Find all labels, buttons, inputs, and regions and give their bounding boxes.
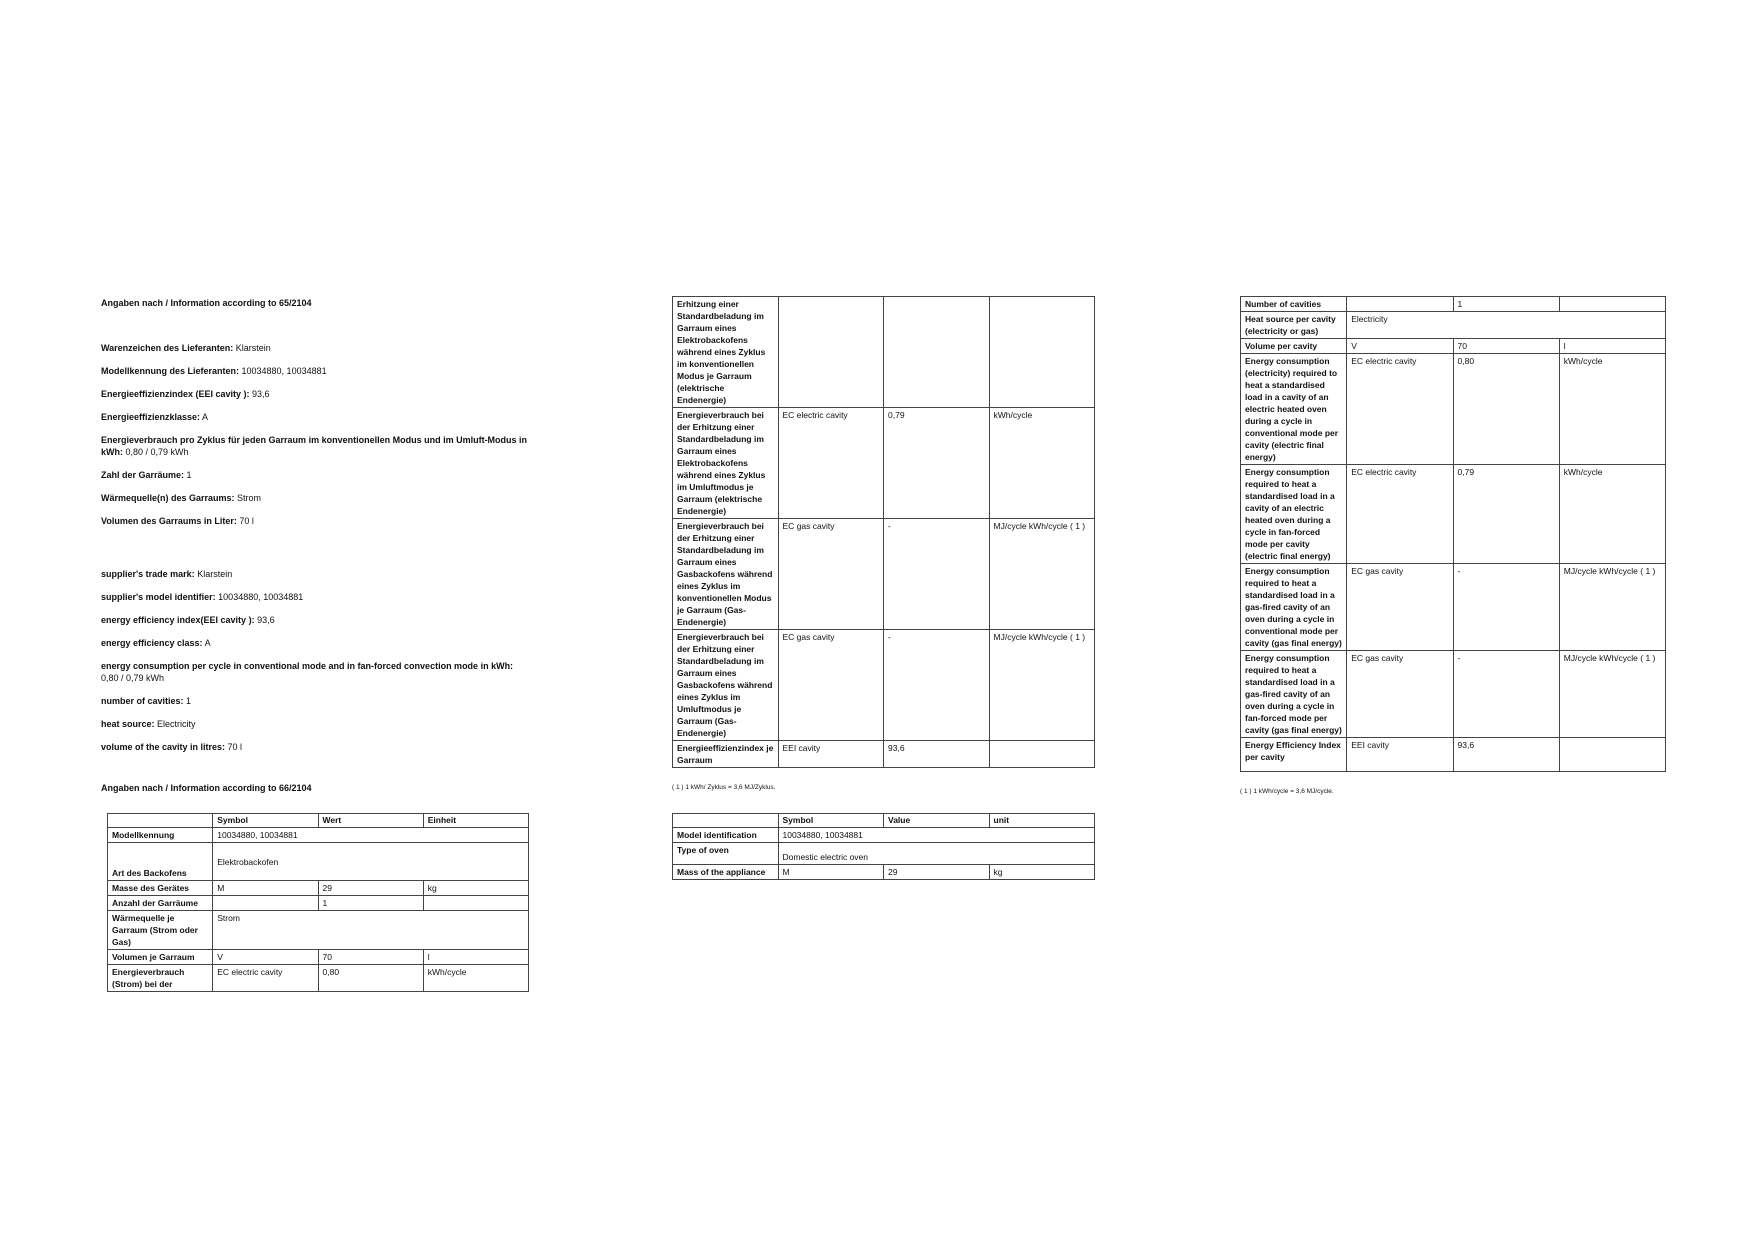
page-3 — [1240, 296, 1666, 817]
row-value: 10034880, 10034881 — [213, 828, 529, 843]
table-row — [108, 828, 529, 843]
row-symbol — [213, 896, 318, 911]
field-cavities-en: number of cavities: 1 — [101, 696, 192, 706]
row-unit — [423, 896, 528, 911]
row-value: 70 — [1453, 339, 1559, 354]
table-row — [673, 630, 1095, 741]
table-row — [673, 519, 1095, 630]
row-unit: kWh/cycle — [423, 965, 528, 992]
row-label: Type of oven — [673, 843, 779, 865]
row-symbol: EEI cavity — [778, 741, 884, 768]
field-class-de: Energieeffizienzklasse: A — [101, 412, 209, 422]
table-row — [1241, 297, 1666, 312]
row-label: Energy consumption required to heat a standardised load in a cavity of an electric heated oven during a cycle in fan-forced mode per cavity (electric final energy) — [1241, 465, 1347, 564]
row-label: Wärmequelle je Garraum (Strom oder Gas) — [108, 911, 213, 950]
row-value: - — [884, 630, 990, 741]
row-label: Erhitzung einer Standardbeladung im Garraum eines Elektrobackofens während eines Zyklus im konventionellen Modus je Garraum (elektrische Endenergie) — [673, 297, 779, 408]
field-cavities-de: Zahl der Garräume: 1 — [101, 470, 192, 480]
de-fields — [101, 342, 531, 527]
row-value: 10034880, 10034881 — [778, 828, 1095, 843]
row-label: Energieverbrauch bei der Erhitzung einer Standardbeladung im Garraum eines Gasbackofens während eines Zyklus im konventionellen Modus je Garraum (Gas-Endenergie) — [673, 519, 779, 630]
table-row — [108, 896, 529, 911]
heading-65-2104: Angaben nach / Information according to 65/2104 — [101, 298, 312, 308]
row-value: - — [884, 519, 990, 630]
table-header-row — [673, 814, 1095, 828]
table-66-2104-de — [107, 813, 529, 992]
field-volume-de: Volumen des Garraums in Liter: 70 l — [101, 516, 254, 526]
row-value: 93,6 — [884, 741, 990, 768]
field-model-en: supplier's model identifier: 10034880, 10034881 — [101, 592, 304, 602]
row-label: Volume per cavity — [1241, 339, 1347, 354]
heading-66-2104: Angaben nach / Information according to 66/2104 — [101, 783, 312, 793]
row-value — [884, 297, 990, 408]
row-value: - — [1453, 651, 1559, 738]
row-label: Model identification — [673, 828, 779, 843]
row-label: Masse des Gerätes — [108, 881, 213, 896]
field-volume-en: volume of the cavity in litres: 70 l — [101, 742, 243, 752]
header-cell: Einheit — [423, 814, 528, 828]
row-unit: kWh/cycle — [989, 408, 1095, 519]
table-row — [108, 843, 529, 881]
table-66-2104-en — [672, 813, 1095, 880]
field-eei-en: energy efficiency index(EEI cavity ): 93,6 — [101, 615, 275, 625]
header-cell: Symbol — [213, 814, 318, 828]
row-value: Domestic electric oven — [778, 843, 1095, 865]
row-label: Energy Efficiency Index per cavity — [1241, 738, 1347, 772]
row-value: 1 — [1453, 297, 1559, 312]
row-label: Art des Backofens — [108, 843, 213, 881]
row-value: 0,80 — [318, 965, 423, 992]
row-symbol: V — [1347, 339, 1453, 354]
row-value: 0,80 — [1453, 354, 1559, 465]
row-label: Modellkennung — [108, 828, 213, 843]
table-row — [108, 881, 529, 896]
row-unit: l — [423, 950, 528, 965]
table-row — [673, 828, 1095, 843]
row-unit: MJ/cycle kWh/cycle ( 1 ) — [1559, 651, 1665, 738]
table-row — [1241, 465, 1666, 564]
page-2 — [672, 296, 1095, 880]
row-label: Anzahl der Garräume — [108, 896, 213, 911]
row-value: Electricity — [1347, 312, 1666, 339]
field-consumption-de: Energieverbrauch pro Zyklus für jeden Garraum im konventionellen Modus und im Umluft-Modus in kWh: 0,80 / 0,79 kWh — [101, 435, 528, 457]
table-row — [673, 843, 1095, 865]
en-fields — [101, 568, 531, 753]
row-label: Energy consumption (electricity) required to heat a standardised load in a cavity of an electric heated oven during a cycle in conventional mode per cavity (electric final energy) — [1241, 354, 1347, 465]
table-66-2104-en-continued — [1240, 296, 1666, 772]
row-unit: kg — [423, 881, 528, 896]
row-symbol — [778, 297, 884, 408]
row-unit: MJ/cycle kWh/cycle ( 1 ) — [989, 519, 1095, 630]
header-cell — [673, 814, 779, 828]
table-header-row — [108, 814, 529, 828]
header-cell: Wert — [318, 814, 423, 828]
row-label: Energieverbrauch bei der Erhitzung einer Standardbeladung im Garraum eines Gasbackofens während eines Zyklus im Umluftmodus je Garraum (Gas-Endenergie) — [673, 630, 779, 741]
footnote: ( 1 ) 1 kWh/ Zyklus = 3,6 MJ/Zyklus. — [672, 784, 776, 791]
row-unit: MJ/cycle kWh/cycle ( 1 ) — [1559, 564, 1665, 651]
table-row — [1241, 738, 1666, 772]
field-model-de: Modellkennung des Lieferanten: 10034880, 10034881 — [101, 366, 327, 376]
page-1 — [101, 298, 531, 992]
row-unit: MJ/cycle kWh/cycle ( 1 ) — [989, 630, 1095, 741]
table-row — [1241, 651, 1666, 738]
table-row — [673, 408, 1095, 519]
table-66-2104-de-continued — [672, 296, 1095, 768]
header-cell: unit — [989, 814, 1095, 828]
row-label: Mass of the appliance — [673, 865, 779, 880]
table-row — [1241, 354, 1666, 465]
footnote: ( 1 ) 1 kWh/cycle = 3,6 MJ/cycle. — [1240, 788, 1334, 795]
row-symbol: EC electric cavity — [778, 408, 884, 519]
table-row — [1241, 339, 1666, 354]
row-value: 29 — [884, 865, 990, 880]
row-value: 1 — [318, 896, 423, 911]
header-cell: Value — [884, 814, 990, 828]
row-symbol: M — [778, 865, 884, 880]
field-consumption-en: energy consumption per cycle in conventional mode and in fan-forced convection mode in kWh: 0,80 / 0,79 kWh — [101, 661, 514, 683]
row-label: Energy consumption required to heat a standardised load in a gas-fired cavity of an oven during a cycle in conventional mode per cavity (gas final energy) — [1241, 564, 1347, 651]
row-symbol: M — [213, 881, 318, 896]
row-symbol: EC gas cavity — [1347, 564, 1453, 651]
table-row — [1241, 312, 1666, 339]
row-symbol: EC gas cavity — [778, 519, 884, 630]
row-unit — [989, 297, 1095, 408]
header-cell — [108, 814, 213, 828]
table-row — [108, 950, 529, 965]
table-row — [673, 297, 1095, 408]
row-label: Energy consumption required to heat a standardised load in a gas-fired cavity of an oven during a cycle in fan-forced mode per cavity (gas final energy) — [1241, 651, 1347, 738]
row-unit: kWh/cycle — [1559, 354, 1665, 465]
row-label: Volumen je Garraum — [108, 950, 213, 965]
row-unit — [1559, 297, 1665, 312]
row-symbol — [1347, 297, 1453, 312]
row-unit: l — [1559, 339, 1665, 354]
row-symbol: V — [213, 950, 318, 965]
field-heat-source-de: Wärmequelle(n) des Garraums: Strom — [101, 493, 262, 503]
row-value: 29 — [318, 881, 423, 896]
table-row — [108, 965, 529, 992]
field-heat-source-en: heat source: Electricity — [101, 719, 196, 729]
row-value: 0,79 — [884, 408, 990, 519]
row-label: Energieeffizienzindex je Garraum — [673, 741, 779, 768]
row-unit: kg — [989, 865, 1095, 880]
row-symbol: EC electric cavity — [1347, 465, 1453, 564]
table-row — [1241, 564, 1666, 651]
row-label: Energieverbrauch (Strom) bei der — [108, 965, 213, 992]
row-symbol: EC gas cavity — [778, 630, 884, 741]
row-unit: kWh/cycle — [1559, 465, 1665, 564]
table-row — [108, 911, 529, 950]
row-value: 0,79 — [1453, 465, 1559, 564]
field-class-en: energy efficiency class: A — [101, 638, 211, 648]
row-value: - — [1453, 564, 1559, 651]
row-label: Heat source per cavity (electricity or gas) — [1241, 312, 1347, 339]
row-symbol: EC electric cavity — [1347, 354, 1453, 465]
field-trade-mark-en: supplier's trade mark: Klarstein — [101, 569, 233, 579]
row-value: Elektrobackofen — [213, 843, 529, 881]
row-symbol: EC gas cavity — [1347, 651, 1453, 738]
row-label: Number of cavities — [1241, 297, 1347, 312]
row-unit — [1559, 738, 1665, 772]
row-unit — [989, 741, 1095, 768]
table-row — [673, 865, 1095, 880]
field-trade-mark-de: Warenzeichen des Lieferanten: Klarstein — [101, 343, 271, 353]
field-eei-de: Energieeffizienzindex (EEI cavity ): 93,6 — [101, 389, 270, 399]
table-row — [673, 741, 1095, 768]
row-symbol: EC electric cavity — [213, 965, 318, 992]
row-value: 93,6 — [1453, 738, 1559, 772]
row-label: Energieverbrauch bei der Erhitzung einer Standardbeladung im Garraum eines Elektrobackofens während eines Zyklus im Umluftmodus je Garraum (elektrische Endenergie) — [673, 408, 779, 519]
row-value: Strom — [213, 911, 529, 950]
header-cell: Symbol — [778, 814, 884, 828]
row-symbol: EEI cavity — [1347, 738, 1453, 772]
row-value: 70 — [318, 950, 423, 965]
